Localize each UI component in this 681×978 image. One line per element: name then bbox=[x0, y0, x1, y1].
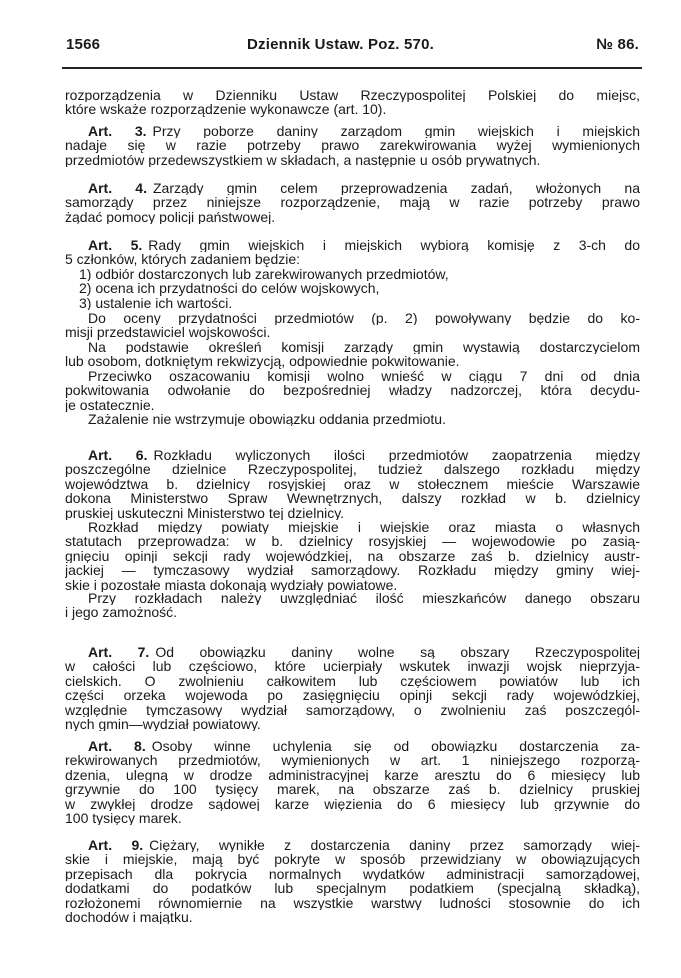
line-text: Zażalenie nie wstrzymuje obowiązku oddania przedmiotu. bbox=[88, 412, 446, 427]
line-text: rekwirowanych przedmiotów, wymienionych w art. 1 niniejszego rozporzą- bbox=[65, 753, 640, 768]
text-line bbox=[65, 605, 640, 619]
text-line bbox=[65, 549, 640, 563]
line-text: grzywnie do 100 tysięcy marek, na obszarze zaś b. dzielnicy pruskiej bbox=[65, 782, 640, 797]
text-line bbox=[65, 739, 640, 753]
line-text: Osoby winne uchylenia się od obowiązku dostarczenia za- bbox=[151, 739, 640, 754]
article-label: Art. 3. bbox=[88, 124, 147, 139]
text-line bbox=[65, 477, 640, 491]
line-text: Rady gmin wiejskich i miejskich wybiorą komisję z 3-ch do bbox=[148, 238, 640, 253]
text-line bbox=[65, 491, 640, 505]
text-line bbox=[65, 768, 640, 782]
line-text: lub osobom, dotkniętym rekwizycją, odpowiednie pokwitowanie. bbox=[65, 354, 460, 369]
article-6 bbox=[65, 448, 640, 520]
line-text: które wskaże rozporządzenie wykonawcze (art. 10). bbox=[65, 102, 387, 117]
text-line bbox=[65, 138, 640, 152]
paragraph bbox=[65, 591, 640, 620]
line-text: Do oceny przydatności przedmiotów (p. 2) powoływany będzie do ko- bbox=[88, 311, 640, 326]
line-text: przepisach dla pokrycia normalnych wydatków administracji samorządowej, bbox=[65, 866, 640, 882]
line-text: dokona Ministerstwo Spraw Wewnętrznych, dalszy rozkład w b. dzielnicy bbox=[65, 491, 640, 506]
text-line bbox=[65, 881, 640, 895]
running-title: Dziennik Ustaw. Poz. 570. bbox=[247, 36, 434, 53]
article-3 bbox=[65, 124, 640, 167]
line-text: dochodów i majątku. bbox=[65, 909, 193, 925]
line-text: misji przedstawiciel wojskowości. bbox=[65, 325, 271, 340]
line-text: w całości lub częściowo, które ucierpiały wskutek inwazji wojsk nieprzyja- bbox=[65, 659, 640, 674]
line-text: dzenia, ulegną w drodze administracyjnej karze aresztu do 6 miesięcy lub bbox=[65, 767, 640, 783]
paragraph bbox=[65, 369, 640, 412]
line-text: rozłożonemi równomiernie na wszystkie warstwy ludności stosownie do ich bbox=[65, 895, 640, 910]
article-label: Art. 9. bbox=[88, 838, 144, 853]
text-line bbox=[65, 674, 640, 688]
line-text: skie i miejskie, mają być pokryte w sposób przewidziany w obowiązujących bbox=[65, 852, 640, 867]
text-line bbox=[65, 659, 640, 673]
list-item bbox=[65, 267, 640, 281]
line-text: Przeciwko oszacowaniu komisji wolno wnieść w ciągu 7 dni od dnia bbox=[88, 369, 640, 384]
line-text: przedmiotów przedewszystkiem w składach, a następnie u osób prywatnych. bbox=[65, 152, 541, 168]
text-line bbox=[65, 838, 640, 852]
text-line bbox=[65, 717, 640, 731]
text-line bbox=[65, 195, 640, 209]
text-line bbox=[65, 867, 640, 881]
article-5 bbox=[65, 238, 640, 267]
paragraph bbox=[65, 520, 640, 592]
article-label: Art. 8. bbox=[88, 739, 146, 754]
line-text: pokwitowania odwołanie do bezpośredniej władzy nadzorczej, która decydu- bbox=[65, 383, 640, 398]
text-line bbox=[65, 896, 640, 910]
line-text: je ostatecznie. bbox=[65, 397, 155, 413]
paragraph bbox=[65, 340, 640, 369]
text-line bbox=[65, 688, 640, 702]
numbered-list bbox=[65, 267, 640, 310]
text-line bbox=[65, 506, 640, 520]
paragraph bbox=[65, 311, 640, 340]
line-text: nych gmin—wydział powiatowy. bbox=[65, 716, 261, 732]
text-line bbox=[65, 591, 640, 605]
text-line bbox=[65, 88, 640, 102]
line-text: Od obowiązku daniny wolne są obszary Rzeczypospolitej bbox=[155, 645, 640, 660]
text-line bbox=[65, 102, 640, 116]
text-line bbox=[65, 311, 640, 325]
line-text: i jego zamożność. bbox=[65, 605, 178, 620]
article-label: Art. 6. bbox=[88, 448, 148, 463]
text-line bbox=[65, 369, 640, 383]
line-text: jackiej — tymczasowy wydział samorządowy. Rozkładu między gminy wiej- bbox=[65, 563, 640, 578]
text-line bbox=[65, 383, 640, 397]
line-text: dodatkami do podatków lub specjalnym podatkiem (specjalną składką), bbox=[65, 881, 640, 896]
line-text: nadaje się w razie potrzeby prawo zarekwirowania wyżej wymienionych bbox=[65, 138, 640, 153]
text-line bbox=[65, 398, 640, 412]
line-text: 1) odbiór dostarczonych lub zarekwirowanych przedmiotów, bbox=[79, 267, 449, 282]
text-line bbox=[65, 703, 640, 717]
line-text: województwa b. dzielnicy rosyjskiej oraz w stołecznem mieście Warszawie bbox=[65, 476, 640, 492]
list-item bbox=[65, 296, 640, 310]
text-line bbox=[65, 210, 640, 224]
text-line bbox=[65, 462, 640, 476]
text-line bbox=[65, 563, 640, 577]
line-text: 3) ustalenie ich wartości. bbox=[79, 295, 233, 311]
line-text: gnięciu opinji sekcji rady wojewódzkiej, na obszarze zaś b. dzielnicy austr- bbox=[65, 548, 640, 564]
article-8 bbox=[65, 739, 640, 825]
text-line bbox=[65, 645, 640, 659]
text-line bbox=[65, 354, 640, 368]
text-line bbox=[65, 124, 640, 138]
text-line bbox=[65, 520, 640, 534]
text-line bbox=[65, 578, 640, 592]
line-text: Przy rozkładach należy uwzględniać ilość mieszkańców danego obszaru bbox=[88, 591, 640, 606]
line-text: części orzeka wojewoda po zasięgnięciu opinji sekcji rady wojewódzkiej, bbox=[65, 688, 640, 703]
text-line bbox=[65, 325, 640, 339]
article-4 bbox=[65, 181, 640, 224]
line-text: żądać pomocy policji państwowej. bbox=[65, 209, 276, 225]
text-line bbox=[65, 340, 640, 354]
text-line bbox=[65, 852, 640, 866]
list-item bbox=[65, 281, 640, 295]
article-label: Art. 4. bbox=[88, 181, 147, 196]
line-text: 2) ocena ich przydatności do celów wojskowych, bbox=[79, 281, 380, 296]
line-text: Przy poborze daniny zarządom gmin wiejskich i miejskich bbox=[152, 124, 640, 139]
line-text: Ciężary, wynikłe z dostarczenia daniny przez samorządy wiej- bbox=[149, 838, 640, 853]
line-text: skie i pozostałe miasta dokonają wydziały powiatowe. bbox=[65, 577, 398, 592]
text-line bbox=[65, 252, 640, 266]
text-line bbox=[65, 753, 640, 767]
text-line bbox=[65, 153, 640, 167]
text-line bbox=[65, 797, 640, 811]
article-label: Art. 5. bbox=[88, 238, 143, 253]
line-text: względnie tymczasowy wydział samorządowy, o zwolnieniu zaś poszczegól- bbox=[65, 702, 640, 717]
line-text: 5 członków, których zadaniem będzie: bbox=[65, 252, 301, 267]
text-line bbox=[65, 181, 640, 195]
paragraph bbox=[65, 412, 640, 426]
article-9 bbox=[65, 838, 640, 924]
text-line bbox=[65, 534, 640, 548]
line-text: w zwykłej drodze sądowej karze więzienia do 6 miesięcy lub grzywnie do bbox=[65, 796, 640, 811]
text-line bbox=[65, 811, 640, 825]
text-line bbox=[65, 782, 640, 796]
header-rule bbox=[62, 67, 642, 69]
text-line bbox=[65, 238, 640, 252]
line-text: Rozkład między powiaty miejskie i wiejskie oraz miasta o własnych bbox=[88, 520, 640, 535]
line-text: Rozkładu wyliczonych ilości przedmiotów zaopatrzenia między bbox=[153, 448, 640, 463]
paragraph bbox=[65, 88, 640, 117]
page-number: 1566 bbox=[66, 36, 101, 53]
line-text: samorządy przez niniejsze rozporządzenie, mają w razie potrzeby prawo bbox=[65, 195, 640, 210]
line-text: pruskiej uskuteczni Ministerstwo tej dzielnicy. bbox=[65, 505, 345, 520]
text-line bbox=[65, 412, 640, 426]
text-line bbox=[65, 448, 640, 462]
line-text: statutach przeprowadza: w b. dzielnicy rosyjskiej — wojewodowie po zasią- bbox=[65, 534, 640, 549]
line-text: Na podstawie określeń komisji zarządy gmin wystawią dostarczycielom bbox=[88, 340, 640, 355]
line-text: 100 tysięcy marek. bbox=[65, 810, 182, 826]
text-line bbox=[65, 910, 640, 924]
line-text: Zarządy gmin celem przeprowadzenia zadań, włożonych na bbox=[152, 181, 640, 196]
line-text: rozporządzenia w Dzienniku Ustaw Rzeczypospolitej Polskiej do miejsc, bbox=[65, 88, 640, 103]
issue-number: № 86. bbox=[596, 36, 639, 53]
article-label: Art. 7. bbox=[88, 645, 150, 660]
article-7 bbox=[65, 645, 640, 731]
line-text: cielskich. O zwolnieniu całkowitem lub częściowem powiatów lub ich bbox=[65, 673, 640, 689]
line-text: poszczególne dzielnice Rzeczypospolitej, tudzież dalszego rozkładu między bbox=[65, 462, 640, 477]
